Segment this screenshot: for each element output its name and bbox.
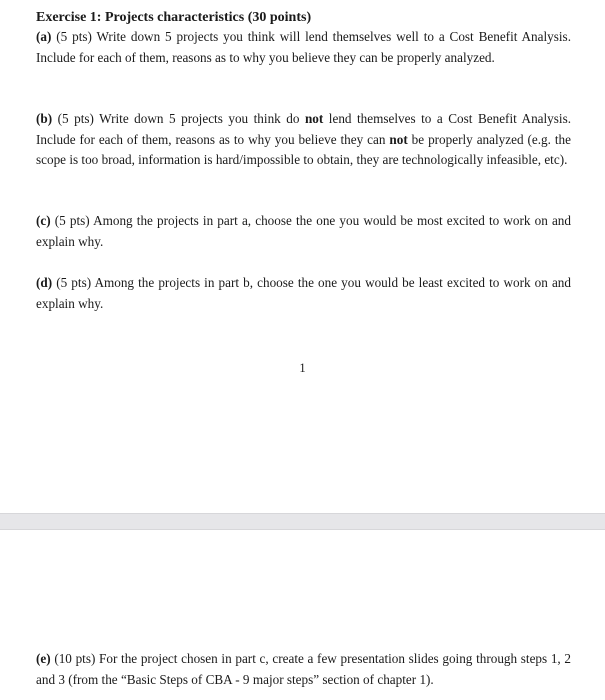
part-b-paragraph [36, 109, 571, 171]
part-d-label: (d) [36, 275, 53, 290]
part-b-label: (b) [36, 111, 53, 126]
part-c-label: (c) [36, 213, 51, 228]
page-separator [0, 513, 605, 530]
part-a-text: (5 pts) Write down 5 projects you think will lend themselves well to a Cost Benefit Analysis. Include for each of them, reasons as to why you believe they can be properly analyzed. [36, 29, 571, 65]
part-c-text: (5 pts) Among the projects in part a, choose the one you would be most excited to work on and explain why. [36, 213, 571, 249]
exercise-heading: Exercise 1: Projects characteristics (30 points) [36, 10, 312, 25]
part-d-text: (5 pts) Among the projects in part b, choose the one you would be least excited to work on and explain why. [36, 275, 571, 311]
part-e-text: (10 pts) For the project chosen in part c, create a few presentation slides going through steps 1, 2 and 3 (from the “Basic Steps of CBA - 9 major steps” section of chapter 1). [36, 651, 571, 687]
part-b-emphasis-2: not [389, 131, 408, 147]
part-b-text-2: lend themselves to a Cost Benefit Analysis. Include for each of them, reasons as to why you believe they can [36, 111, 571, 147]
part-b-text-3: be properly analyzed (e.g. the scope is too broad, information is hard/impossible to obtain, they are technologically infeasible, etc). [36, 131, 571, 167]
part-a-paragraph [36, 27, 571, 68]
part-a-label: (a) [36, 29, 52, 44]
part-b-text-1: (5 pts) Write down 5 projects you think do [52, 111, 305, 126]
part-c-paragraph [36, 211, 571, 252]
page-number: 1 [299, 361, 306, 375]
part-b-emphasis-1: not [304, 111, 324, 126]
part-d-paragraph [36, 273, 571, 314]
part-e-paragraph [36, 649, 571, 690]
page-2 [0, 530, 605, 700]
part-e-label: (e) [36, 651, 51, 666]
